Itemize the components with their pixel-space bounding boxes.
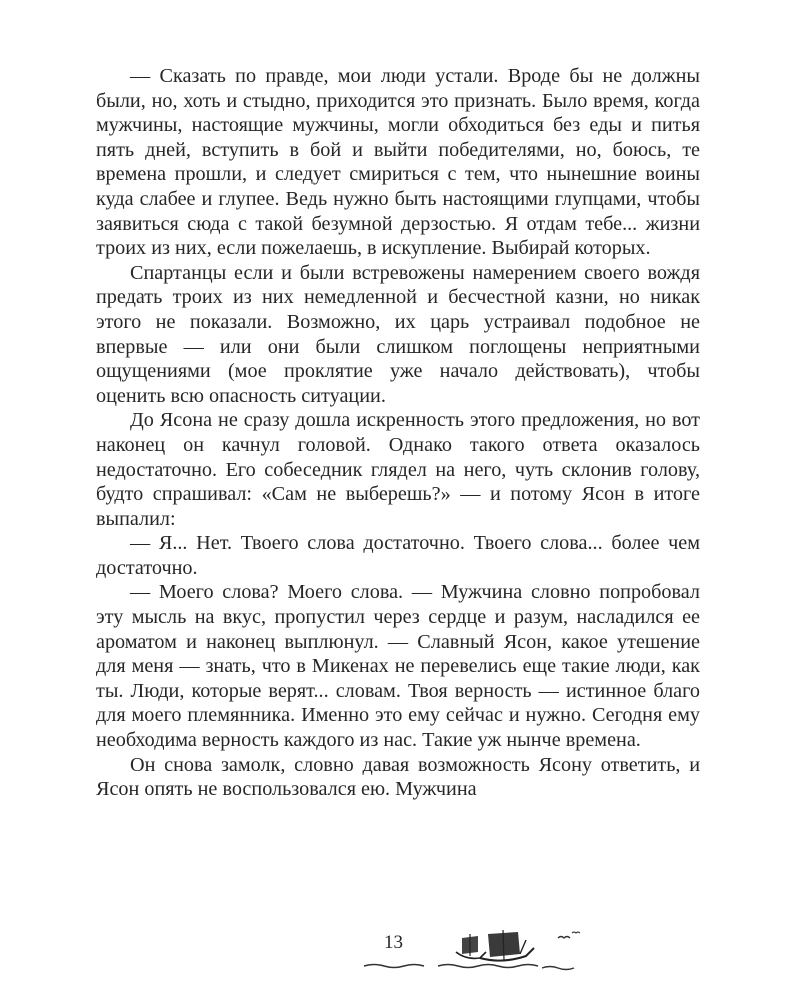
page-number: 13: [384, 932, 403, 953]
page-footer: [360, 930, 590, 980]
paragraph: — Я... Нет. Твоего слова достаточно. Твоего слова... более чем достаточно.: [96, 532, 700, 579]
paragraph: — Сказать по правде, мои люди устали. Вроде бы не должны были, но, хоть и стыдно, приходится это признать. Было время, когда мужчины, настоящие мужчины, могли обходиться без еды и питья пять дней, вступить в бой и выйти победителями, но, боюсь, те времена прошли, и следует смириться с тем, что нынешние воины куда слабее и глупее. Ведь нужно быть настоящими глупцами, чтобы заявиться сюда с такой безумной дерзостью. Я отдам тебе... жизни троих из них, если пожелаешь, в искупление. Выбирай которых.: [96, 65, 700, 260]
paragraph: — Моего слова? Моего слова. — Мужчина словно попробовал эту мысль на вкус, пропустил через сердце и разум, насладился ее ароматом и наконец выплюнул. — Славный Ясон, какое утешение для меня — знать, что в Микенах не перевелись еще такие люди, как ты. Люди, которые верят... словам. Твоя верность — истинное благо для моего племянника. Именно это ему сейчас и нужно. Сегодня ему необходима верность каждого из нас. Такие уж нынче времена.: [96, 581, 700, 752]
paragraph: Он снова замолк, словно давая возможность Ясону ответить, и Ясон опять не воспользовался ею. Мужчина: [96, 753, 700, 801]
page-body: [96, 64, 700, 802]
paragraph: До Ясона не сразу дошла искренность этого предложения, но вот наконец он качнул головой. Однако такого ответа оказалось недостаточно. Его собеседник глядел на него, чуть склонив голову, будто спрашивал: «Сам не выберешь?» — и потому Ясон в итоге выпалил:: [96, 409, 700, 530]
paragraph: Спартанцы если и были встревожены намерением своего вождя предать троих из них немедленной и бесчестной казни, но никак этого не показали. Возможно, их царь устраивал подобное не впервые — или они были слишком поглощены неприятными ощущениями (мое проклятие уже начало действовать), чтобы оценить всю опасность ситуации.: [96, 261, 700, 407]
